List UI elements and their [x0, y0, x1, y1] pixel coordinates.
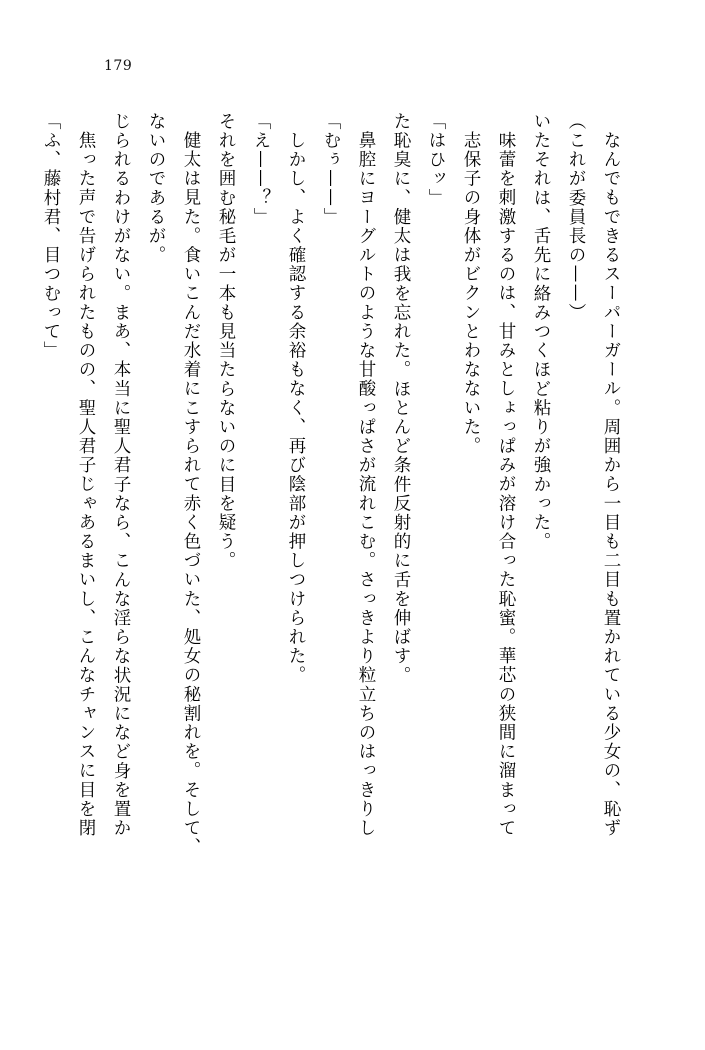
text-column: 鼻腔にヨーグルトのような甘酸っぱさが流れこむ。さっきより粒立ちのはっきりし	[356, 131, 376, 838]
text-column: 「え——？」	[251, 112, 271, 227]
text-column: なんでもできるスーパーガール。周囲から一目も二目も置かれている少女の、恥ず	[601, 131, 621, 838]
text-column: 「むぅ——」	[321, 112, 341, 227]
text-column: 「ふ、藤村君、目つむって」	[41, 112, 61, 361]
text-column: いたそれは、舌先に絡みつくほど粘りが強かった。	[531, 112, 551, 552]
text-column: 味蕾を刺激するのは、甘みとしょっぱみが溶け合った恥蜜。華芯の狭間に溜まって	[496, 131, 516, 838]
text-column: 焦った声で告げられたものの、聖人君子じゃあるまいし、こんなチャンスに目を閉	[76, 131, 96, 838]
text-column: 健太は見た。食いこんだ水着にこすられて赤く色づいた、処女の秘割れを。そして、	[181, 131, 201, 857]
text-column: じられるわけがない。まあ、本当に聖人君子なら、こんな淫らな状況になど身を置か	[111, 112, 131, 838]
text-column: 「はひッ」	[426, 112, 446, 208]
text-column: しかし、よく確認する余裕もなく、再び陰部が押しつけられた。	[286, 131, 306, 685]
page-number: 179	[104, 58, 133, 74]
text-column: （これが委員長の——）	[566, 112, 586, 323]
text-column: ないのであるが。	[146, 112, 166, 265]
text-column: それを囲む秘毛が一本も見当たらないのに目を疑う。	[216, 112, 236, 571]
vertical-text-block	[24, 112, 619, 1002]
text-column: た恥臭に、健太は我を忘れた。ほとんど条件反射的に舌を伸ばす。	[391, 112, 411, 685]
text-column: 志保子の身体がビクンとわなないた。	[461, 131, 481, 456]
